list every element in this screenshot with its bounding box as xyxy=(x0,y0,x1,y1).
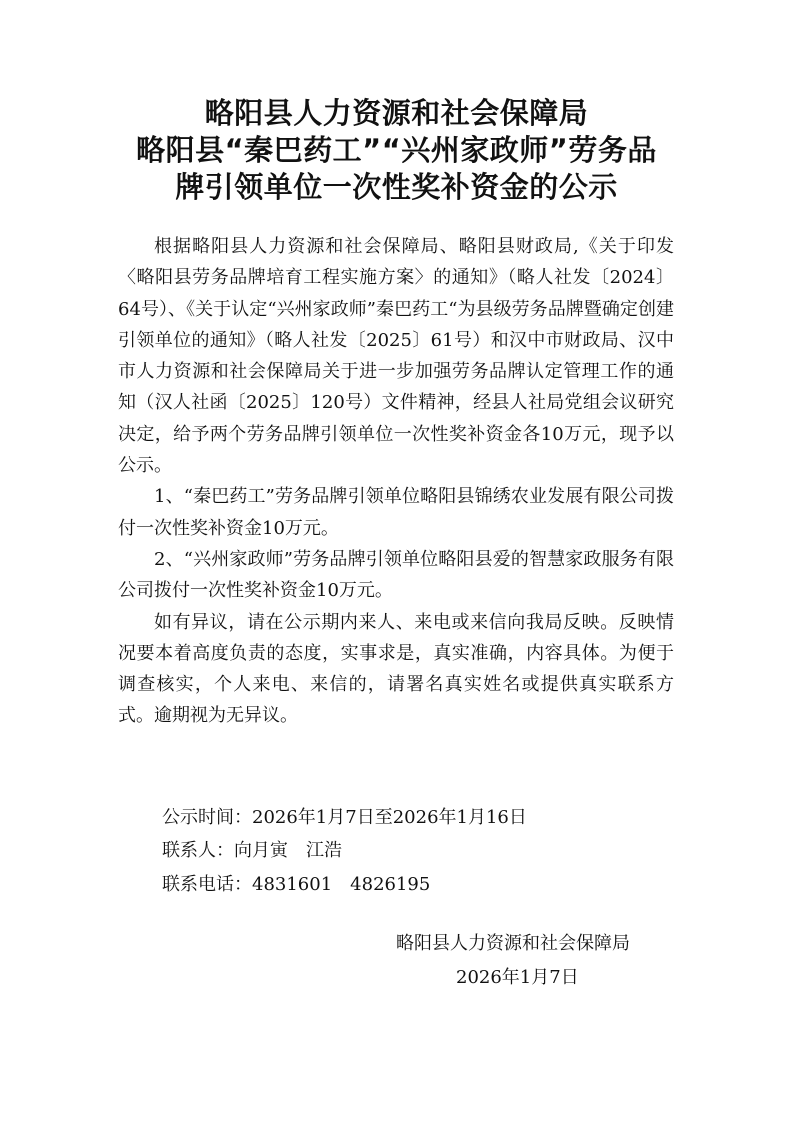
signature-date: 2026年1月7日 xyxy=(456,967,579,988)
contact-person: 联系人：向月寅 江浩 xyxy=(162,840,342,861)
title-line-1: 略阳县人力资源和社会保障局 xyxy=(204,96,589,130)
paragraph-basis: 根据略阳县人力资源和社会保障局、略阳县财政局,《关于印发〈略阳县劳务品牌培育工程实施方案〉的通知》（略人社发〔2024〕64号）、《关于认定“兴州家政师”秦巴药工“为县级劳务品牌暨确定创建引领单位的通知》（略人社发〔2025〕61号）和汉中市财政局、汉中市人力资源和社会保障局关于进一步加强劳务品牌认定管理工作的通知（汉人社函〔2025〕120号）文件精神，经县人社局党组会议研究决定，给予两个劳务品牌引领单位一次性奖补资金各10万元，现予以公示。 xyxy=(118,236,674,477)
contact-phone: 联系电话：4831601 4826195 xyxy=(162,874,431,895)
paragraph-item-2: 2、“兴州家政师”劳务品牌引领单位略阳县爱的智慧家政服务有限公司拨付一次性奖补资金10万元。 xyxy=(118,548,674,602)
paragraph-item-1: 1、“秦巴药工”劳务品牌引领单位略阳县锦绣农业发展有限公司拨付一次性奖补资金10万元。 xyxy=(118,486,674,539)
notice-body xyxy=(118,231,674,732)
title-line-2: 略阳县“秦巴药工”“兴州家政师”劳务品 xyxy=(136,133,657,167)
paragraph-objection: 如有异议，请在公示期内来人、来电或来信向我局反映。反映情况要本着高度负责的态度，实事求是，真实准确，内容具体。为便于调查核实，个人来电、来信的，请署名真实姓名或提供真实联系方式。逾期视为无异议。 xyxy=(118,611,674,727)
title-line-3: 牌引领单位一次性奖补资金的公示 xyxy=(175,170,618,204)
signature-organization: 略阳县人力资源和社会保障局 xyxy=(396,933,630,954)
notice-period: 公示时间：2026年1月7日至2026年1月16日 xyxy=(162,807,527,828)
